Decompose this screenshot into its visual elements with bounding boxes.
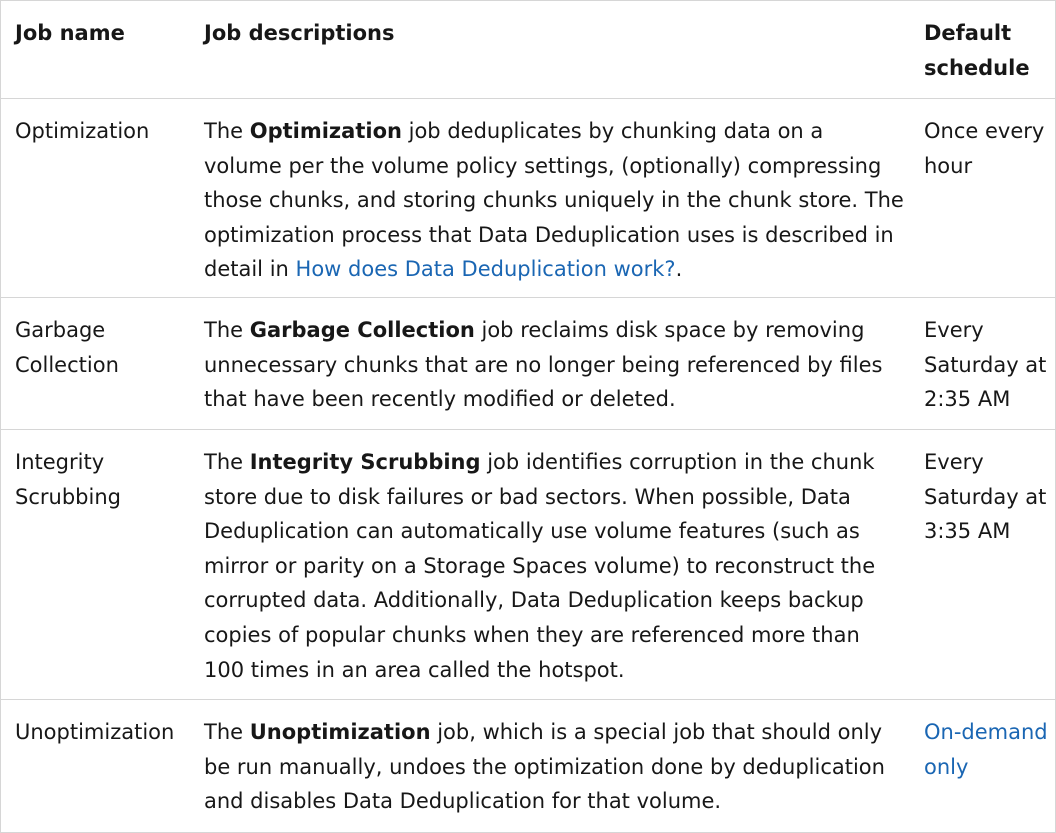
desc-prefix: The <box>204 450 250 474</box>
desc-prefix: The <box>204 318 250 342</box>
table-row <box>1 430 1055 700</box>
job-description-cell <box>204 715 904 819</box>
job-description-cell <box>204 114 904 287</box>
job-name-cell: Garbage Collection <box>15 318 119 377</box>
desc-job-name: Unoptimization <box>249 720 431 744</box>
schedule-cell: Once every hour <box>924 119 1045 178</box>
how-dedup-works-link[interactable]: How does Data Deduplication work? <box>295 257 676 282</box>
header-job-name: Job name <box>15 21 125 45</box>
job-description-cell <box>204 313 904 417</box>
header-default-schedule <box>924 16 1052 85</box>
schedule-cell: Every Saturday at 2:35 AM <box>924 318 1047 412</box>
desc-job-name: Garbage Collection <box>249 318 475 342</box>
schedule-cell <box>924 715 1052 784</box>
job-name-cell: Integrity Scrubbing <box>15 450 121 509</box>
table-header-row <box>1 1 1055 99</box>
desc-job-name: Integrity Scrubbing <box>249 450 481 474</box>
desc-prefix: The <box>204 119 250 143</box>
desc-job-name: Optimization <box>249 119 402 143</box>
header-job-descriptions: Job descriptions <box>204 21 395 45</box>
desc-text: job, which is a special job that should only be run manually, undoes the optimization done by deduplication and disables Data Deduplication for that volume. <box>204 720 885 814</box>
job-name-cell: Optimization <box>15 119 150 143</box>
desc-text: job deduplicates by chunking data on a volume per the volume policy settings, (optionally) compressing those chunks, and storing chunks uniquely in the chunk store. The optimization process that Data Deduplication uses is described in detail in <box>204 119 904 282</box>
schedule-cell: Every Saturday at 3:35 AM <box>924 450 1047 544</box>
header-default-schedule-line2: schedule <box>924 55 1030 80</box>
desc-suffix: . <box>675 257 683 282</box>
job-name-cell: Unoptimization <box>15 720 175 744</box>
table-row <box>1 99 1055 298</box>
desc-prefix: The <box>204 720 250 744</box>
desc-text: job identifies corruption in the chunk store due to disk failures or bad sectors. When possible, Data Deduplication can automatically use volume features (such as mirror or parity on a Storage Spaces volume) to reconstruct the corrupted data. Additionally, Data Deduplication keeps backup copies of popular chunks when they are referenced more than 100 times in an area called the hotspot. <box>204 450 876 682</box>
table-row <box>1 298 1055 430</box>
header-default-schedule-line1: Default <box>924 21 1012 45</box>
table-row <box>1 700 1055 832</box>
on-demand-only-link[interactable]: On-demand only <box>924 720 1048 779</box>
desc-text: job reclaims disk space by removing unnecessary chunks that are no longer being referenced by files that have been recently modified or deleted. <box>204 318 883 412</box>
job-description-cell <box>204 445 904 687</box>
